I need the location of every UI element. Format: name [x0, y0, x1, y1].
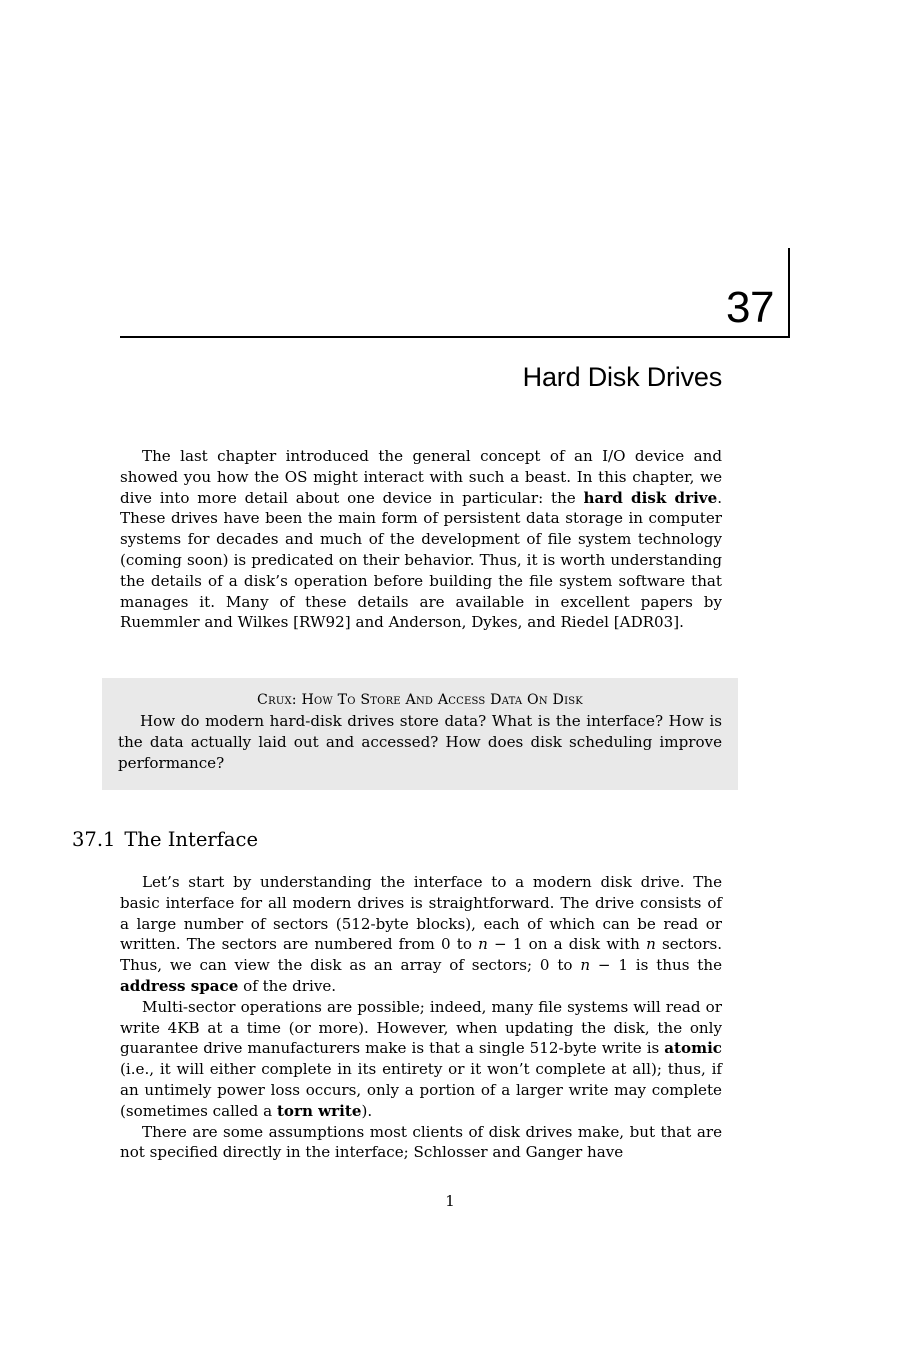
term-hard-disk-drive: hard disk drive	[583, 488, 718, 507]
math-n-3: n	[580, 956, 591, 975]
section-number: 37.1	[72, 828, 116, 851]
crux-body: How do modern hard-disk drives store data? What is the interface? How is the data actually laid out and accessed? How does disk scheduling improve performance?	[118, 712, 722, 772]
math-minus-1: −	[487, 935, 513, 954]
math-minus-2: −	[590, 956, 619, 975]
math-n-1: n	[478, 935, 488, 954]
interface-text-1: Let’s start by understanding the interface to a modern disk drive. The basic interface for all modern drives is straightforward. The drive consists of a large number of sectors (512-byte blocks), each of which can be read or written. The sectors are numbered from	[120, 873, 722, 954]
intro-section	[120, 446, 722, 633]
paragraph-multisector	[120, 997, 722, 1122]
interface-text-7: of the drive.	[238, 976, 337, 995]
interface-text-6: is thus the	[627, 956, 723, 975]
chapter-title: Hard Disk Drives	[522, 362, 722, 392]
term-torn-write: torn write	[276, 1101, 362, 1120]
multisector-text-3: ).	[361, 1101, 373, 1120]
crux-title: Crux: How To Store And Access Data On Disk	[257, 692, 583, 708]
paragraph-intro	[120, 446, 722, 633]
intro-text-part2: . These drives have been the main form of persistent data storage in computer systems for decades and much of the development of file system technology (coming soon) is predicated on their behavior. Thus, it is worth understanding the details of a disk’s operation before building the file system software that manages it. Many of these details are available in excellent papers by Ruemmler and Wilkes [RW92] and Anderson, Dykes, and Riedel [ADR03].	[120, 488, 722, 632]
body-section	[120, 872, 722, 1163]
math-n-2: n	[646, 935, 656, 954]
crux-box	[102, 678, 738, 790]
interface-text-2: to	[450, 935, 479, 954]
math-one-2: 1	[618, 956, 628, 975]
section-title: The Interface	[124, 828, 258, 851]
page-number: 1	[445, 1192, 455, 1210]
paragraph-assumptions: There are some assumptions most clients of disk drives make, but that are not specified directly in the interface; Schlosser and Ganger have	[120, 1122, 722, 1162]
math-zero-1: 0	[441, 935, 451, 954]
intro-text-part1: The last chapter introduced the general concept of an I/O device and showed you how the OS might interact with such a beast. In this chapter, we dive into more detail about one device in particular: the	[120, 447, 722, 507]
section-heading	[72, 828, 258, 851]
chapter-header-rule	[120, 248, 790, 338]
interface-text-3: on a disk with	[522, 935, 647, 954]
math-zero-2: 0	[539, 956, 550, 975]
term-atomic: atomic	[664, 1039, 722, 1058]
multisector-text-1: Multi-sector operations are possible; indeed, many file systems will read or write 4KB at a time (or more). However, when updating the disk, the only guarantee drive manufacturers make is that a single 512-byte write is	[120, 997, 722, 1058]
paragraph-interface	[120, 872, 722, 997]
interface-text-4: sectors. Thus, we can view the disk as an array of sectors;	[120, 935, 723, 975]
interface-text-5: to	[549, 956, 581, 975]
chapter-number: 37	[726, 283, 774, 332]
math-one-1: 1	[512, 935, 523, 954]
multisector-text-2: (i.e., it will either complete in its entirety or it won’t complete at all); thus, if an untimely power loss occurs, only a portion of a larger write may complete (sometimes called a	[120, 1060, 722, 1120]
term-address-space: address space	[120, 976, 239, 995]
